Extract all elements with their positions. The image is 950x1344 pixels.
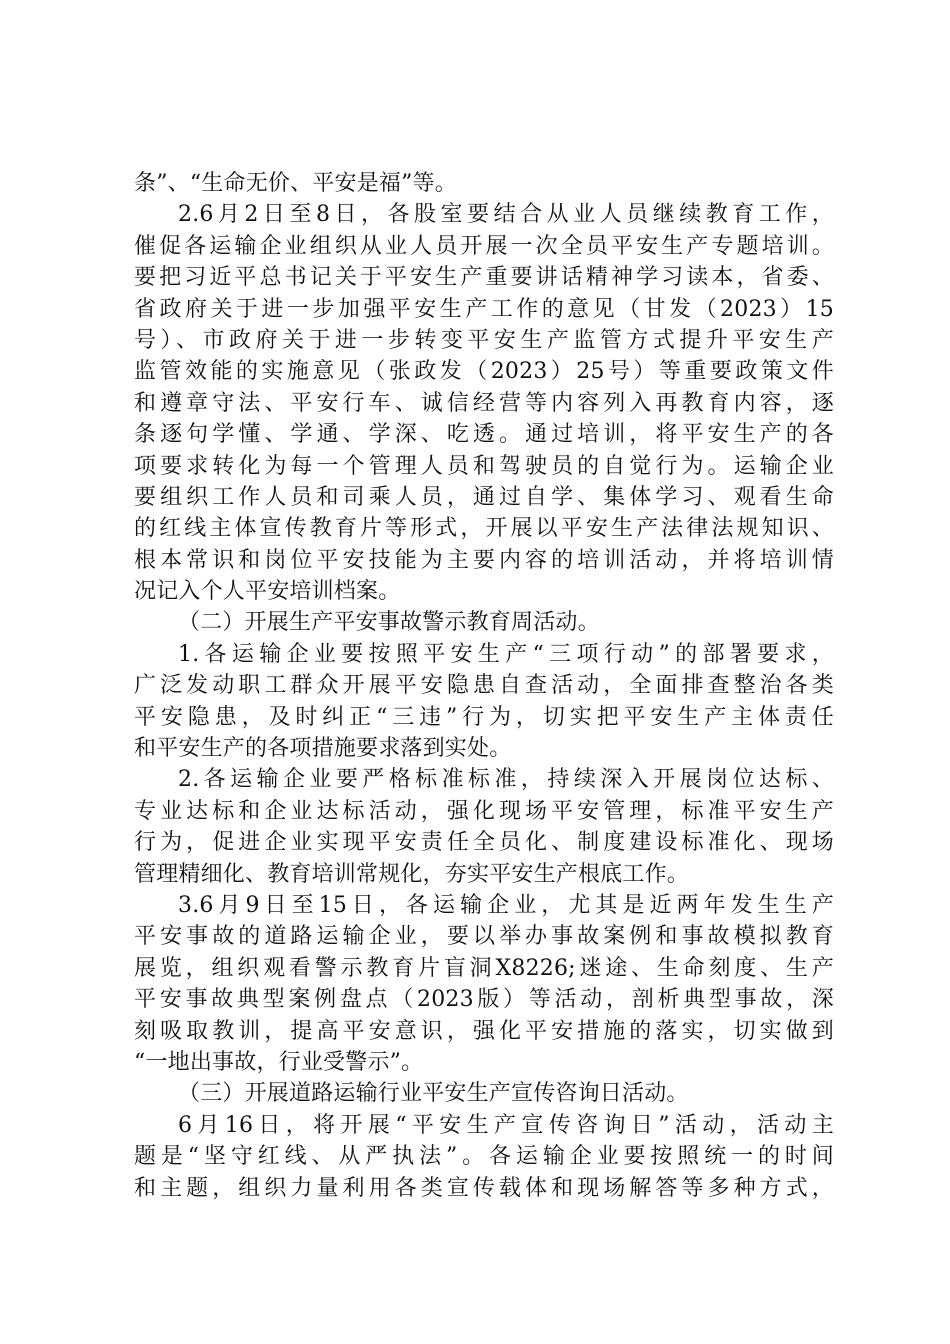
paragraph-start-line: 3.6月9日至15日，各运输企业，尤其是近两年发生生产 <box>178 892 834 918</box>
text-line: 项要求转化为每一个管理人员和驾驶员的自觉行为。运输企业 <box>134 453 834 479</box>
section-heading: （二）开展生产平安事故警示教育周活动。 <box>178 610 600 636</box>
text-line: 催促各运输企业组织从业人员开展一次全员平安生产专题培训。 <box>134 233 834 259</box>
text-line: 平安事故典型案例盘点（2023版）等活动，剖析典型事故，深 <box>134 987 834 1013</box>
text-line: 和平安生产的各项措施要求落到实处。 <box>134 736 512 762</box>
text-line: 展览，组织观看警示教育片盲洞X8226;迷途、生命刻度、生产 <box>134 955 834 981</box>
paragraph-start-line: 1.各运输企业要按照平安生产“三项行动”的部署要求， <box>178 641 834 667</box>
text-line: 管理精细化、教育培训常规化，夯实平安生产根底工作。 <box>134 861 690 887</box>
text-line: 况记入个人平安培训档案。 <box>134 579 401 605</box>
text-line: 条逐句学懂、学通、学深、吃透。通过培训，将平安生产的各 <box>134 422 834 448</box>
document-body <box>134 168 834 1204</box>
text-line: “一地出事故，行业受警示”。 <box>134 1049 424 1075</box>
text-line: 刻吸取教训，提高平安意识，强化平安措施的落实，切实做到 <box>134 1018 834 1044</box>
text-line: 要组织工作人员和司乘人员，通过自学、集体学习、观看生命 <box>134 484 834 510</box>
text-line: 要把习近平总书记关于平安生产重要讲话精神学习读本，省委、 <box>134 265 834 291</box>
text-line: 条”、“生命无价、平安是福”等。 <box>134 171 457 196</box>
text-line: 根本常识和岗位平安技能为主要内容的培训活动，并将培训情 <box>134 547 834 573</box>
text-line: 和遵章守法、平安行车、诚信经营等内容列入再教育内容，逐 <box>134 390 834 416</box>
text-line: 广泛发动职工群众开展平安隐患自查活动，全面排查整治各类 <box>134 673 834 699</box>
text-line: 专业达标和企业达标活动，强化现场平安管理，标准平安生产 <box>134 798 834 824</box>
paragraph-start-line: 2.各运输企业要严格标准标准，持续深入开展岗位达标、 <box>178 767 834 793</box>
text-line: 平安隐患，及时纠正“三违”行为，切实把平安生产主体责任 <box>134 704 834 730</box>
text-line: 行为，促进企业实现平安责任全员化、制度建设标准化、现场 <box>134 830 834 856</box>
text-line: 的红线主体宣传教育片等形式，开展以平安生产法律法规知识、 <box>134 516 834 542</box>
text-line: 平安事故的道路运输企业，要以举办事故案例和事故模拟教育 <box>134 924 834 950</box>
section-heading: （三）开展道路运输行业平安生产宣传咨询日活动。 <box>178 1081 689 1107</box>
text-line: 监管效能的实施意见（张政发（2023）25号）等重要政策文件 <box>134 359 834 385</box>
text-line: 和主题，组织力量利用各类宣传载体和现场解答等多种方式， <box>134 1175 834 1201</box>
paragraph-start-line: 6月16日，将开展“平安生产宣传咨询日”活动，活动主 <box>178 1112 834 1138</box>
paragraph-start-line: 2.6月2日至8日，各股室要结合从业人员继续教育工作， <box>178 202 834 228</box>
text-line: 号）、市政府关于进一步转变平安生产监管方式提升平安生产 <box>134 327 834 353</box>
text-line: 省政府关于进一步加强平安生产工作的意见（甘发（2023）15 <box>134 296 834 322</box>
text-line: 题是“坚守红线、从严执法”。各运输企业要按照统一的时间 <box>134 1144 834 1170</box>
